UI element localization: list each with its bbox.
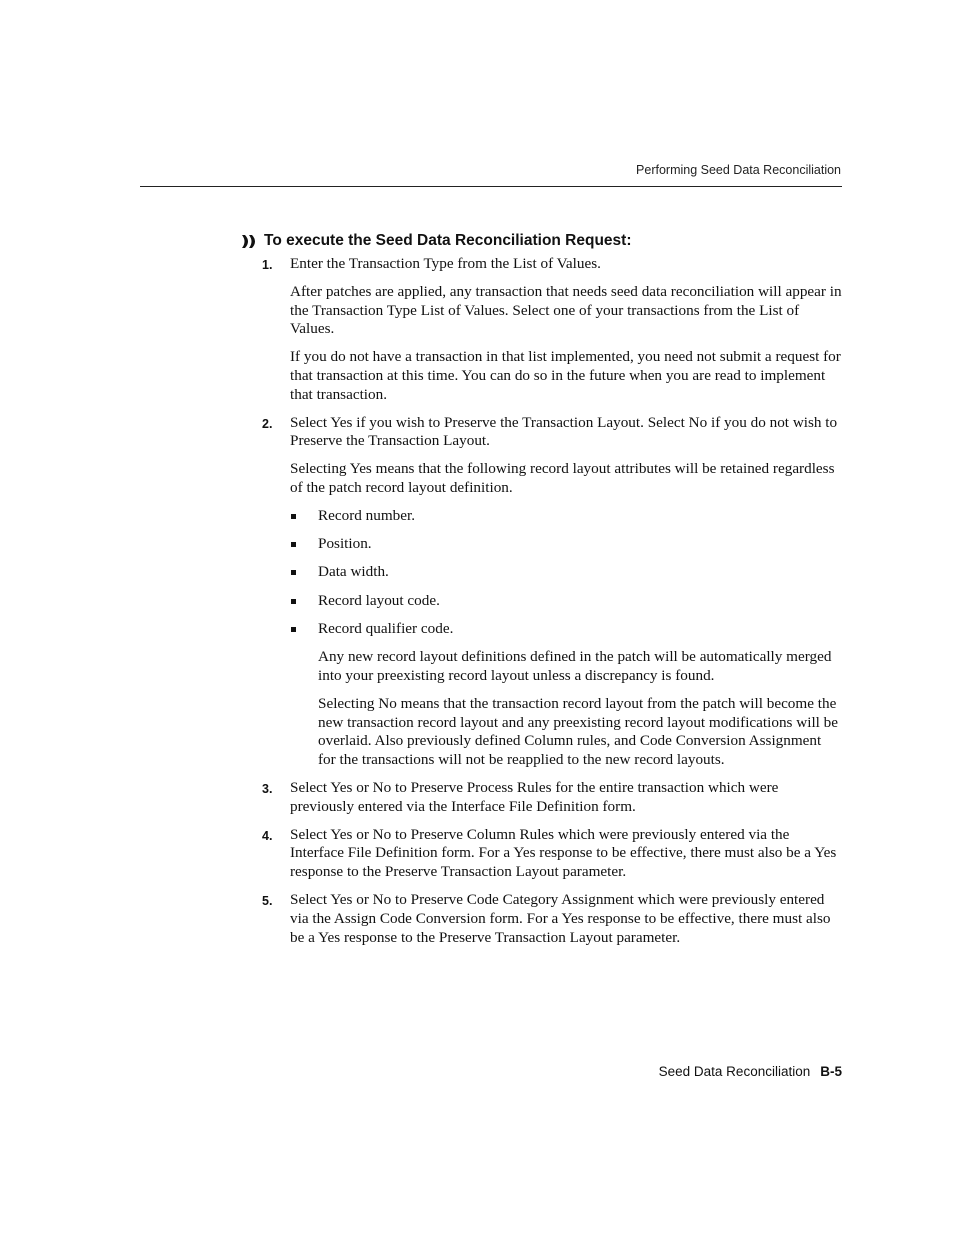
step-2 <box>262 413 842 770</box>
step-paragraph: After patches are applied, any transaction that needs seed data reconciliation will appear in the Transaction Type List of Values. Select one of your transactions from the List of Values. <box>290 282 842 338</box>
list-item <box>318 507 842 526</box>
step-number: 1. <box>262 258 273 272</box>
footer-section-title: Seed Data Reconciliation <box>658 1064 811 1079</box>
attribute-list <box>290 507 842 639</box>
list-item-text: Position. <box>318 535 372 553</box>
step-paragraph: Selecting Yes means that the following record layout attributes will be retained regardless of the patch record layout definition. <box>290 460 835 496</box>
procedure-arrow-icon <box>242 235 259 248</box>
list-item <box>318 592 842 611</box>
step-text: Select Yes if you wish to Preserve the Transaction Layout. Select No if you do not wish to Preserve the Transaction Layout. <box>290 413 838 450</box>
list-item <box>318 620 842 639</box>
procedure-title: To execute the Seed Data Reconciliation Request: <box>264 232 632 249</box>
running-header: Performing Seed Data Reconciliation <box>636 163 841 177</box>
list-item-text: Record qualifier code. <box>318 619 454 637</box>
list-item <box>318 563 842 582</box>
step-text: Enter the Transaction Type from the List of Values. <box>290 255 601 272</box>
step-text: Select Yes or No to Preserve Process Rules for the entire transaction which were previously entered via the Interface File Definition form. <box>290 779 779 815</box>
step-text: Select Yes or No to Preserve Code Category Assignment which were previously entered via the Assign Code Conversion form. For a Yes response to be effective, there must also be a Yes response to the Preserve Transaction Layout parameter. <box>290 891 831 946</box>
step-number: 5. <box>262 894 273 909</box>
step-number: 4. <box>262 828 273 843</box>
square-bullet-icon <box>291 599 296 604</box>
page-footer <box>659 1064 842 1079</box>
step-number: 2. <box>262 416 273 431</box>
step-4 <box>262 825 842 882</box>
square-bullet-icon <box>291 627 296 632</box>
list-item <box>318 535 842 554</box>
step-text: Select Yes or No to Preserve Column Rules which were previously entered via the Interface File Definition form. For a Yes response to be effective, there must also be a Yes response to the Preserve Transaction Layout parameter. <box>290 825 837 881</box>
square-bullet-icon <box>291 514 296 519</box>
procedure-steps <box>262 255 842 956</box>
step-number: 3. <box>262 782 273 797</box>
page-number: B-5 <box>820 1064 842 1079</box>
step-5 <box>262 891 842 947</box>
header-divider <box>140 186 842 187</box>
step-sub-paragraph: Any new record layout definitions defined in the patch will be automatically merged into your preexisting record layout unless a discrepancy is found. <box>318 648 832 685</box>
list-item-text: Record layout code. <box>318 591 440 609</box>
step-3 <box>262 779 842 817</box>
step-paragraph: If you do not have a transaction in that list implemented, you need not submit a request for that transaction at this time. You can do so in the future when you are read to implement that transaction. <box>290 348 841 403</box>
list-item-text: Data width. <box>318 563 389 581</box>
step-sub-paragraph: Selecting No means that the transaction record layout from the patch will become the new transaction record layout and any preexisting record layout modifications will be overlaid. Also previously defined Column rules, and Code Conversion Assignment for the transactions will not be reapplied to the new record layouts. <box>318 694 839 769</box>
procedure-heading <box>242 232 632 250</box>
square-bullet-icon <box>291 542 296 547</box>
square-bullet-icon <box>291 570 296 575</box>
step-1 <box>262 255 842 405</box>
list-item-text: Record number. <box>318 506 416 524</box>
